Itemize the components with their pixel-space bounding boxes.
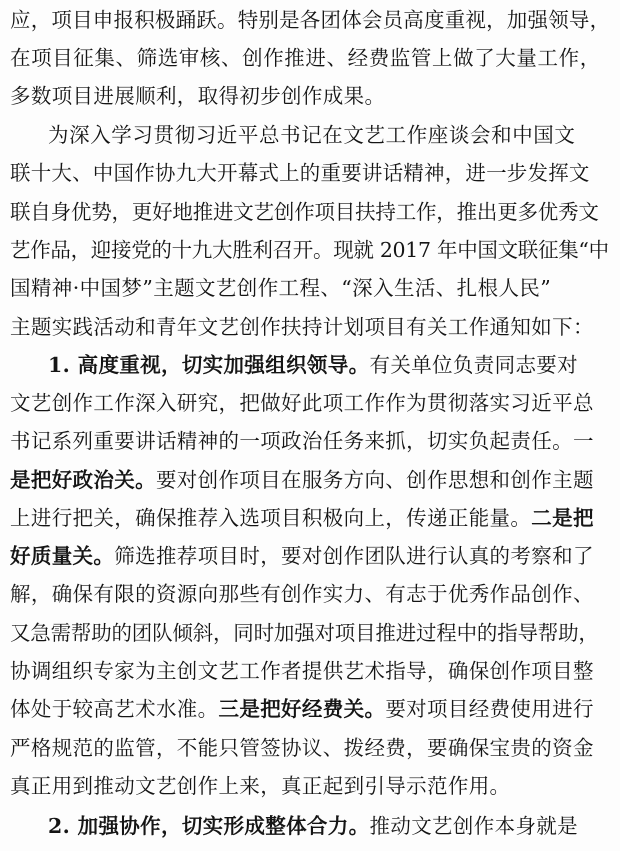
text-line: 多数项目进展顺利，取得初步创作成果。 bbox=[10, 84, 386, 108]
section-heading: 1. 高度重视，切实加强组织领导。 bbox=[48, 353, 370, 377]
text-line: 体处于较高艺术水准。三是把好经费关。要对项目经费使用进行 bbox=[10, 697, 594, 721]
section-heading-line: 1. 高度重视，切实加强组织领导。有关单位负责同志要对 bbox=[48, 353, 578, 377]
text-line: 联自身优势，更好地推进文艺创作项目扶持工作，推出更多优秀文 bbox=[10, 200, 599, 224]
text-line: 又急需帮助的团队倾斜，同时加强对项目推进过程中的指导帮助， bbox=[10, 621, 599, 645]
text-line: 主题实践活动和青年文艺创作扶持计划项目有关工作通知如下： bbox=[10, 315, 594, 339]
emphasis-text: 三是把好经费关。 bbox=[218, 697, 386, 721]
text-line: 艺作品，迎接党的十九大胜利召开。现就 2017 年中国文联征集“中 bbox=[10, 238, 609, 262]
text-line: 是把好政治关。要对创作项目在服务方向、创作思想和创作主题 bbox=[10, 468, 594, 492]
text-line: 应，项目申报积极踊跃。特别是各团体会员高度重视，加强领导， bbox=[10, 8, 611, 32]
text-line: 文艺创作工作深入研究，把做好此项工作作为贯彻落实习近平总 bbox=[10, 391, 594, 415]
text-line: 上进行把关，确保推荐入选项目积极向上，传递正能量。二是把 bbox=[10, 506, 594, 530]
text-line: 协调组织专家为主创文艺工作者提供艺术指导，确保创作项目整 bbox=[10, 659, 594, 683]
text-line: 严格规范的监管，不能只管签协议、拨经费，要确保宝贵的资金 bbox=[10, 736, 594, 760]
text-line: 真正用到推动文艺创作上来，真正起到引导示范作用。 bbox=[10, 774, 511, 798]
text-line: 在项目征集、筛选审核、创作推进、经费监管上做了大量工作， bbox=[10, 46, 601, 70]
text-line: 好质量关。筛选推荐项目时，要对创作团队进行认真的考察和了 bbox=[10, 544, 594, 568]
text-line: 解，确保有限的资源向那些有创作实力、有志于优秀作品创作、 bbox=[10, 582, 594, 606]
section-heading-line: 2. 加强协作，切实形成整体合力。推动文艺创作本身就是 bbox=[48, 814, 578, 838]
emphasis-text: 是把好政治关。 bbox=[10, 468, 156, 492]
emphasis-text: 好质量关。 bbox=[10, 544, 115, 568]
emphasis-text: 二是把 bbox=[531, 506, 594, 530]
section-heading: 2. 加强协作，切实形成整体合力。 bbox=[48, 814, 370, 838]
text-line: 书记系列重要讲话精神的一项政治任务来抓，切实负起责任。一 bbox=[10, 429, 594, 453]
text-line: 联十大、中国作协九大开幕式上的重要讲话精神，进一步发挥文 bbox=[10, 161, 590, 185]
paragraph-start-line: 为深入学习贯彻习近平总书记在文艺工作座谈会和中国文 bbox=[48, 123, 576, 147]
text-line: 国精神·中国梦”主题文艺创作工程、“深入生活、扎根人民” bbox=[10, 276, 552, 300]
